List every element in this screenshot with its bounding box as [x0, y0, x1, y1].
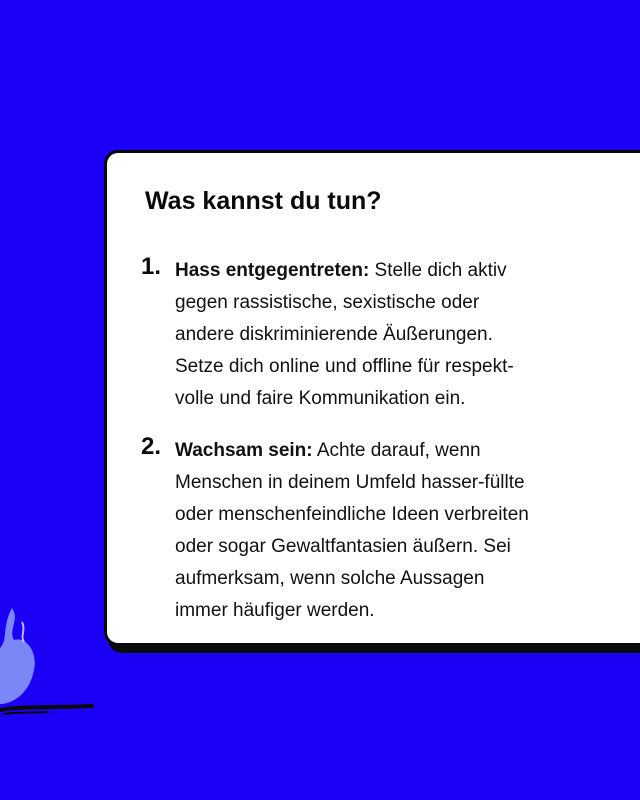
- list-item: [141, 435, 541, 627]
- list-item: [141, 255, 541, 415]
- list-number: 1.: [141, 253, 162, 280]
- list-item-text: [175, 435, 541, 627]
- list-item-body: Stelle dich aktiv gegen rassistische, sexistische oder andere diskriminierende Äußerungen. Setze dich online und offline für respekt-volle und faire Kommunikation ein.: [175, 260, 514, 409]
- list-item-text: [175, 255, 541, 415]
- list-item-body: Achte darauf, wenn Menschen in deinem Umfeld hasser-füllte oder menschenfeindliche Ideen verbreiten oder sogar Gewaltfantasien äußern. Sei aufmerksam, wenn solche Aussagen immer häufiger werden.: [175, 440, 529, 621]
- list-item-lead: Hass entgegentreten:: [175, 260, 370, 281]
- info-card: [104, 150, 640, 646]
- card-title: Was kannst du tun?: [145, 187, 382, 215]
- flame-icon: [0, 600, 110, 730]
- tips-list: [141, 255, 541, 647]
- list-item-lead: Wachsam sein:: [175, 440, 313, 461]
- list-number: 2.: [141, 433, 162, 460]
